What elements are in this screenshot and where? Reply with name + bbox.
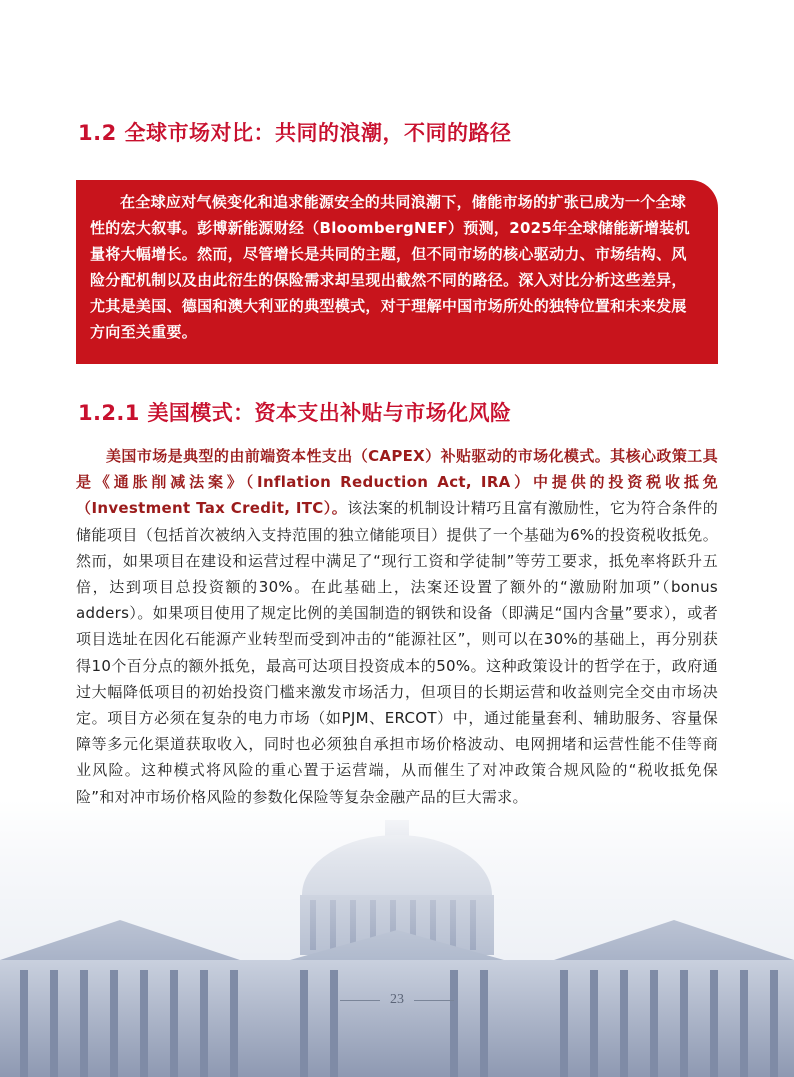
body-rest: 该法案的机制设计精巧且富有激励性，它为符合条件的储能项目（包括首次被纳入支持范围的独立储能项目）提供了一个基础为6%的投资税收抵免。然而，如果项目在建设和运营过程中满足了“现行工资和学徒制”等劳工要求，抵免率将跃升五倍，达到项目总投资额的30%。在此基础上，法案还设置了额外的“激励附加项”（bonus adders）。如果项目使用了规定比例的美国制造的钢铁和设备（即满足“国内含量”要求），或者项目选址在因化石能源产业转型而受到冲击的“能源社区”，则可以在30%的基础上，再分别获得10个百分点的额外抵免，最高可达项目投资成本的50%。这种政策设计的哲学在于，政府通过大幅降低项目的初始投资门槛来激发市场活力，但项目的长期运营和收益则完全交由市场决定。项目方必须在复杂的电力市场（如PJM、ERCOT）中，通过能量套利、辅助服务、容量保障等多元化渠道获取收入，同时也必须独自承担市场价格波动、电网拥堵和运营性能不佳等商业风险。这种模式将风险的重心置于运营端，从而催生了对冲政策合规风险的“税收抵免保险”和对冲市场价格风险的参数化保险等复杂金融产品的巨大需求。 bbox=[76, 499, 719, 806]
page-number: 23 bbox=[390, 992, 404, 1007]
summary-callout bbox=[76, 180, 718, 364]
page-footer bbox=[0, 990, 794, 1010]
callout-text: 在全球应对气候变化和追求能源安全的共同浪潮下，储能市场的扩张已成为一个全球性的宏大叙事。彭博新能源财经（BloombergNEF）预测，2025年全球储能新增装机量将大幅增长。然而，尽管增长是共同的主题，但不同市场的核心驱动力、市场结构、风险分配机制以及由此衍生的保险需求却呈现出截然不同的路径。深入对比分析这些差异，尤其是美国、德国和澳大利亚的典型模式，对于理解中国市场所处的独特位置和未来发展方向至关重要。 bbox=[90, 193, 690, 341]
capitol-building-illustration bbox=[0, 800, 794, 1077]
footer-rule-left bbox=[340, 1000, 380, 1001]
subsection-heading: 1.2.1 美国模式：资本支出补贴与市场化风险 bbox=[78, 401, 512, 425]
body-lead-bold: 美国市场是典型的由前端资本性支出（CAPEX）补贴驱动的市场化模式。其核心政策工具是《通胀削减法案》（Inflation Reduction Act, IRA）中提供的投资税收抵免（Investment Tax Credit, ITC）。 bbox=[76, 447, 718, 518]
body-paragraph bbox=[76, 443, 718, 810]
section-heading: 1.2 全球市场对比：共同的浪潮，不同的路径 bbox=[78, 121, 512, 145]
footer-rule-right bbox=[414, 1000, 454, 1001]
